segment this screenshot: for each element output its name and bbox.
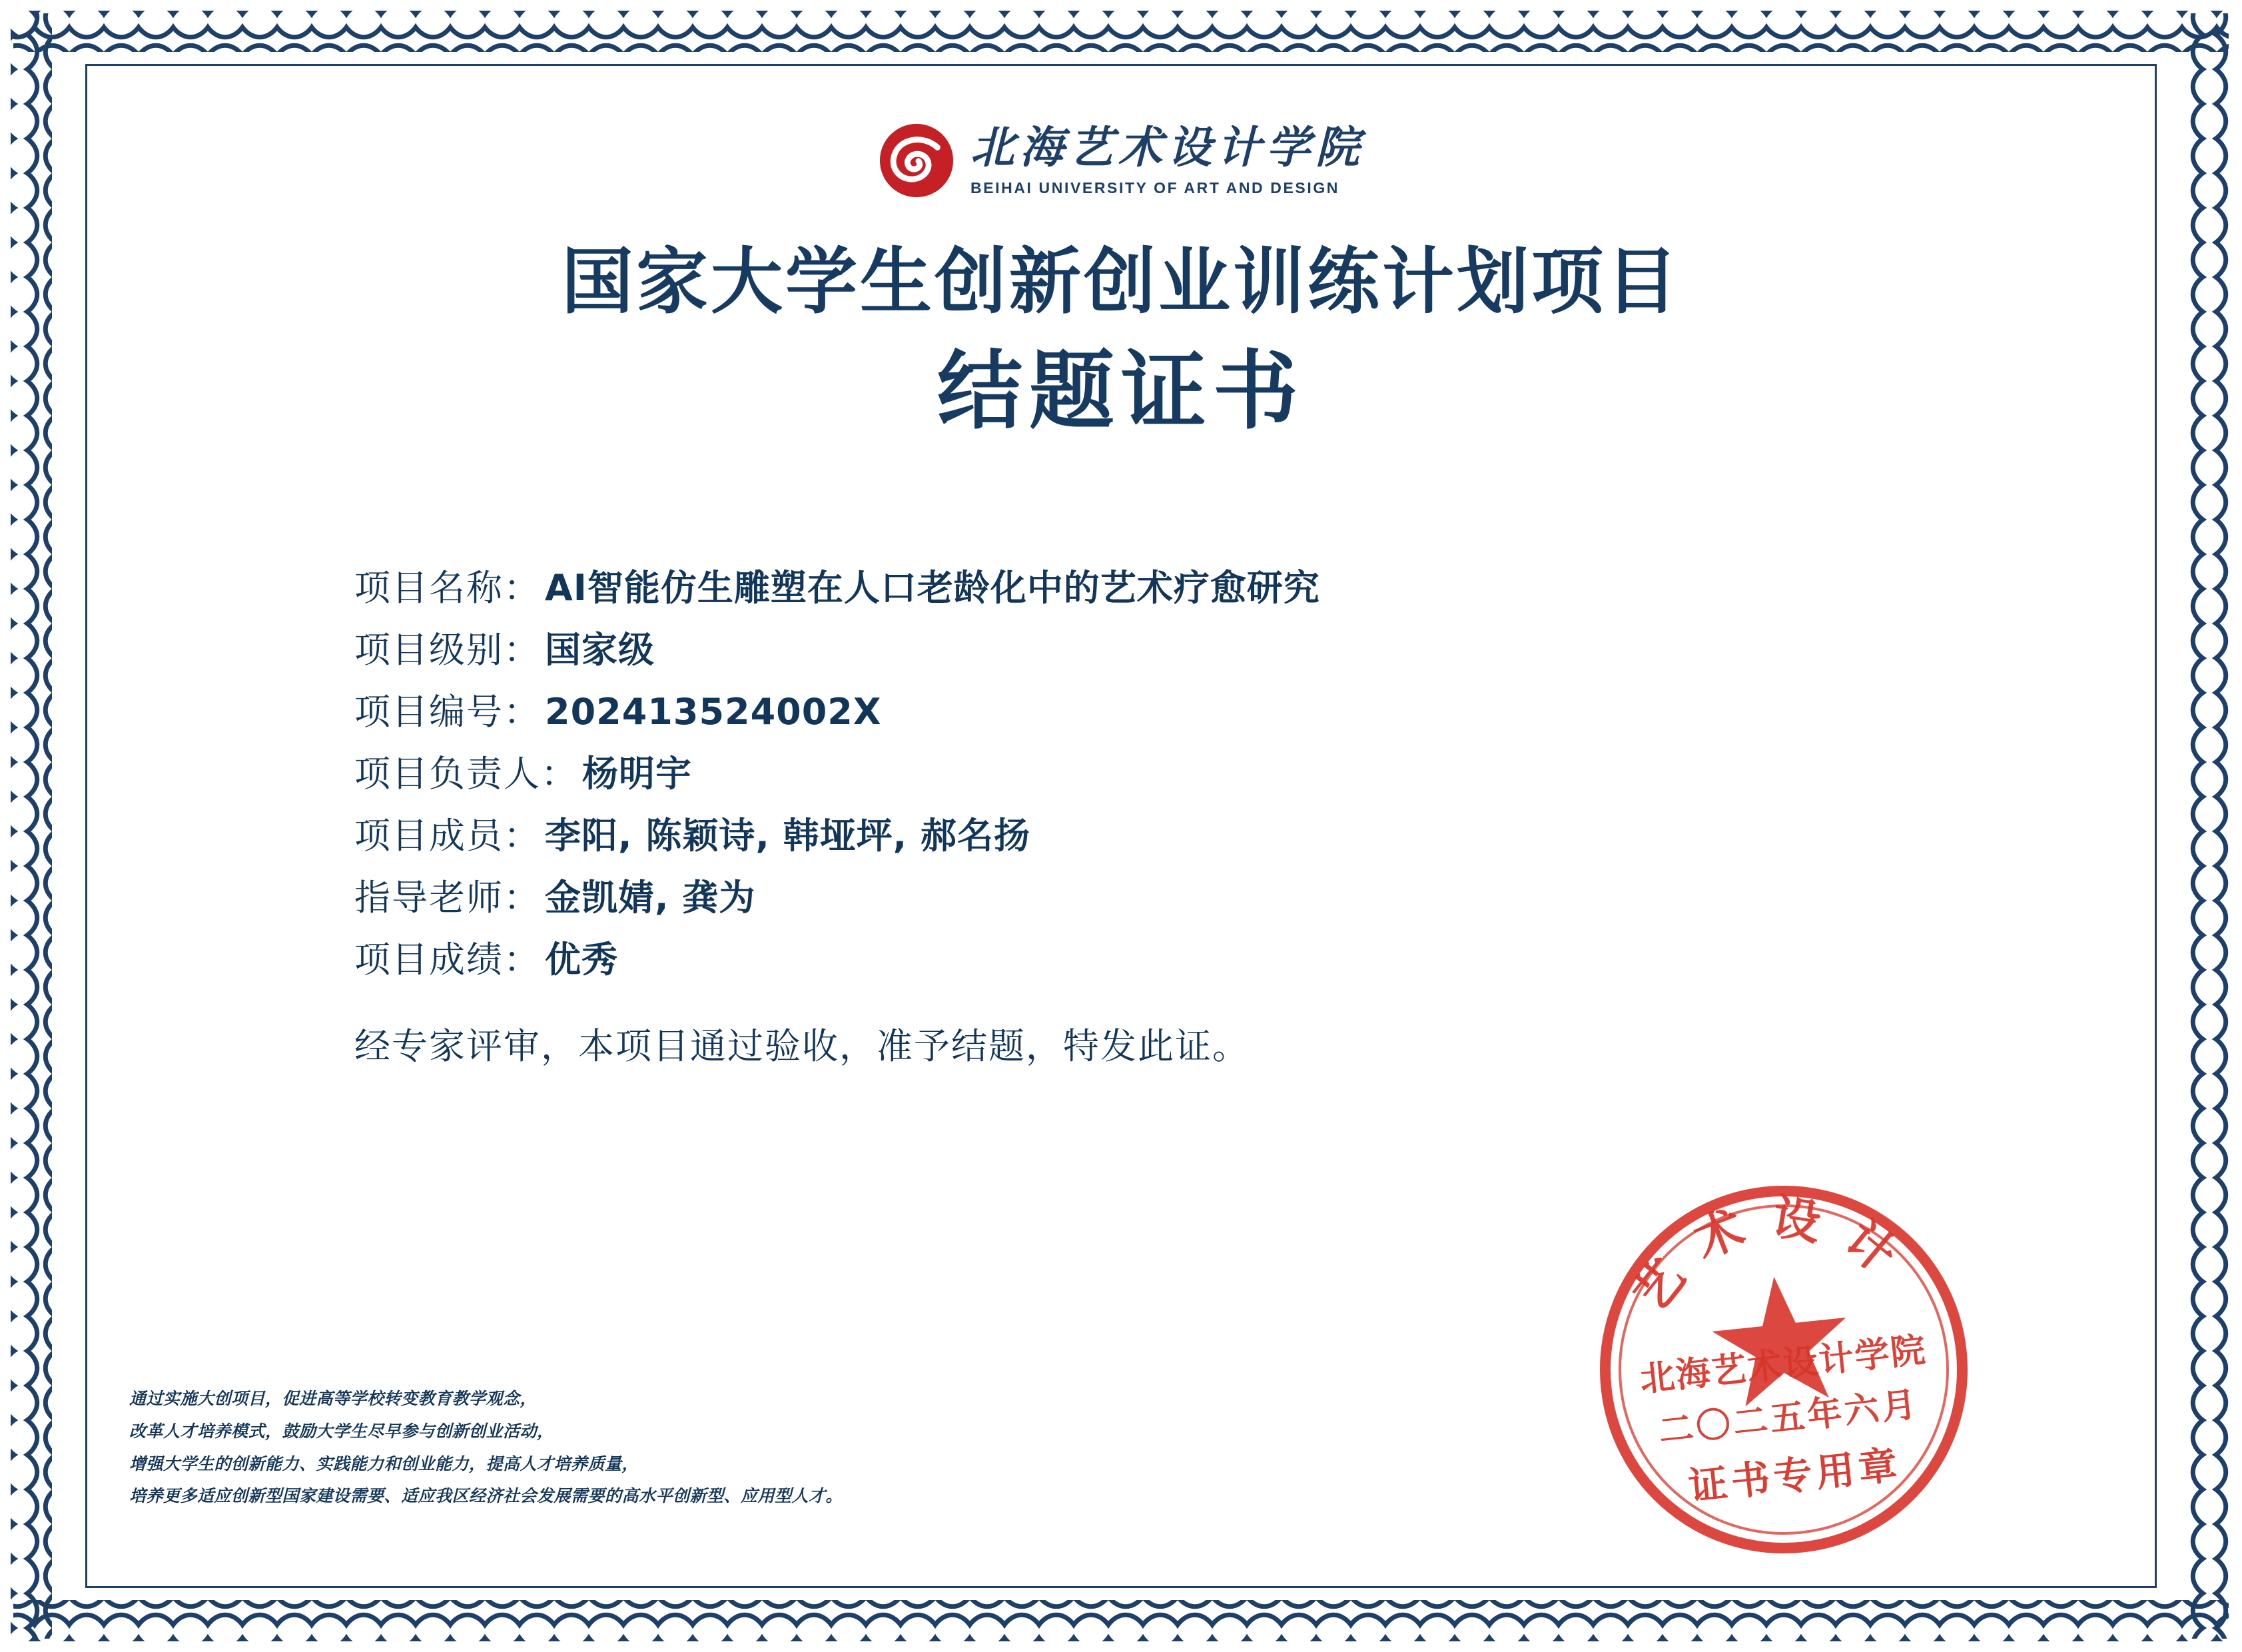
svg-text:北海艺术设计学院: 北海艺术设计学院 [1638,1329,1929,1400]
field-value: 国家级 [545,629,655,671]
footer-note-line-2: 改革人才培养模式，鼓励大学生尽早参与创新创业活动， [129,1421,554,1441]
university-logo-block [85,121,2157,203]
field-project-number [354,691,1953,733]
field-advisors [354,877,1953,919]
field-value: AI智能仿生雕塑在人口老龄化中的艺术疗愈研究 [545,567,1320,609]
university-name-en: BEIHAI UNIVERSITY OF ART AND DESIGN [970,179,1340,197]
seal-stamp-icon [1571,1157,1996,1581]
field-value: 李阳, 陈颖诗, 韩垭坪, 郝名扬 [545,815,1030,857]
certificate-statement: 经专家评审，本项目通过验收，准予结题，特发此证。 [354,1025,1250,1067]
certificate-content [85,64,2157,1588]
field-label: 指导老师： [354,877,541,919]
field-project-grade [354,939,1953,981]
field-value: 金凯婧, 龚为 [545,877,756,919]
field-value: 杨明宇 [582,753,692,795]
field-value: 202413524002X [545,691,882,733]
footer-note-line-4: 培养更多适应创新型国家建设需要、适应我区经济社会发展需要的高水平创新型、应用型人才。 [129,1486,843,1506]
field-label: 项目级别： [354,629,541,671]
certificate-fields [354,567,1953,1069]
certificate-title-block [85,236,2157,447]
title-line-2: 结题证书 [936,341,1305,442]
field-project-members [354,815,1953,857]
title-line-1: 国家大学生创新创业训练计划项目 [561,240,1681,324]
field-project-leader [354,753,1953,795]
field-label: 项目编号： [354,691,541,733]
footer-note-line-3: 增强大学生的创新能力、实践能力和创业能力，提高人才培养质量， [129,1453,639,1473]
field-project-name [354,567,1953,609]
footer-note [129,1383,1262,1513]
svg-text:艺术设计: 艺术设计 [1622,1187,1925,1322]
field-label: 项目名称： [354,567,541,609]
field-label: 项目负责人： [354,753,578,795]
field-value: 优秀 [545,939,618,981]
svg-text:证书专用章: 证书专用章 [1686,1442,1904,1509]
official-seal [1571,1157,1996,1581]
field-label: 项目成绩： [354,939,541,981]
university-name-cn: 北海艺术设计学院 [970,121,1365,173]
field-label: 项目成员： [354,815,541,857]
field-project-level [354,629,1953,671]
svg-text:二〇二五年六月: 二〇二五年六月 [1657,1384,1921,1451]
university-spiral-logo-icon [877,121,956,200]
footer-note-line-1: 通过实施大创项目，促进高等学校转变教育教学观念， [129,1389,538,1408]
